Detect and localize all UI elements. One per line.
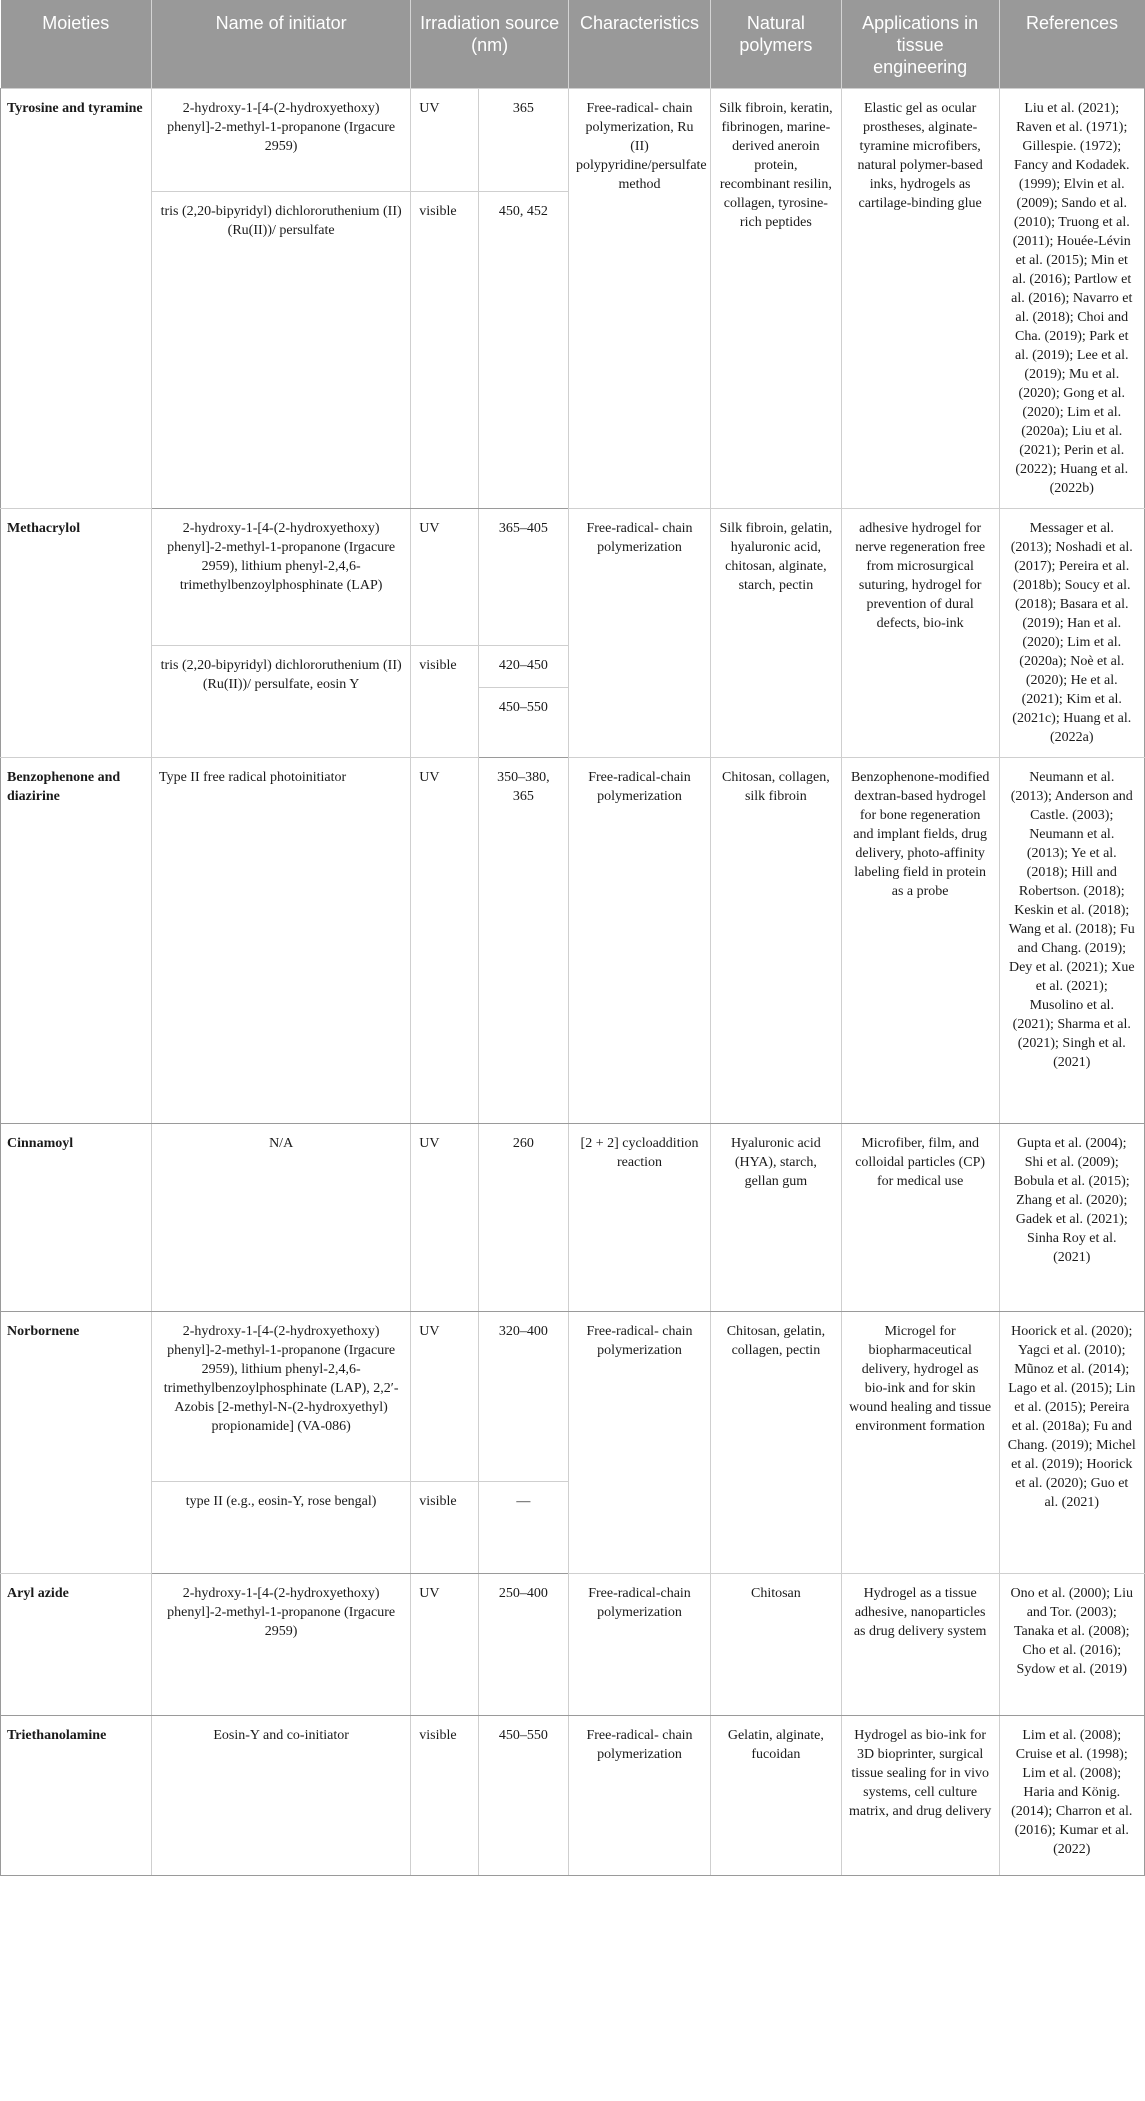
moiety-cell: Tyrosine and tyramine (1, 89, 152, 509)
applications-cell: Hydrogel as bio-ink for 3D bioprinter, surgical tissue sealing for in vivo systems, cell culture matrix, and drug delivery (841, 1716, 999, 1876)
references-cell: Messager et al. (2013); Noshadi et al. (2017); Pereira et al. (2018b); Soucy et al. (2018); Basara et al. (2019); Han et al. (2020); Lim et al. (2020a); Noè et al. (2020); He et al. (2021); Kim et al. (2021c); Huang et al. (2022a) (999, 509, 1144, 758)
references-cell: Gupta et al. (2004); Shi et al. (2009); Bobula et al. (2015); Zhang et al. (2020); Gadek et al. (2021); Sinha Roy et al. (2021) (999, 1124, 1144, 1312)
initiator-cell: Type II free radical photoinitiator (152, 758, 411, 1124)
applications-cell: Microgel for biopharmaceutical delivery, hydrogel as bio-ink and for skin wound healing and tissue environment formation (841, 1312, 999, 1574)
source-cell: visible (411, 1716, 479, 1876)
source-cell: UV (411, 89, 479, 192)
header-irradiation: Irradiation source (nm) (411, 0, 569, 89)
initiator-cell: Eosin-Y and co-initiator (152, 1716, 411, 1876)
table-row (1, 89, 1145, 192)
moiety-cell: Benzophenone and diazirine (1, 758, 152, 1124)
applications-cell: Elastic gel as ocular prostheses, alginate-tyramine microfibers, natural polymer-based inks, hydrogels as cartilage-binding glue (841, 89, 999, 509)
initiator-cell: 2-hydroxy-1-[4-(2-hydroxyethoxy) phenyl]-2-methyl-1-propanone (Irgacure 2959) (152, 89, 411, 192)
source-cell: visible (411, 191, 479, 508)
source-cell: UV (411, 1574, 479, 1716)
wavelength-cell: 350–380, 365 (478, 758, 568, 1124)
wavelength-cell: 250–400 (478, 1574, 568, 1716)
wavelength-cell: 450, 452 (478, 191, 568, 508)
polymers-cell: Hyaluronic acid (HYA), starch, gellan gum (711, 1124, 842, 1312)
initiator-cell: tris (2,20-bipyridyl) dichlororuthenium (II) (Ru(II))/ persulfate, eosin Y (152, 646, 411, 758)
characteristics-cell: Free-radical- chain polymerization, Ru (II) polypyridine/persulfate method (569, 89, 711, 509)
initiator-cell: tris (2,20-bipyridyl) dichlororuthenium (II) (Ru(II))/ persulfate (152, 191, 411, 508)
applications-cell: adhesive hydrogel for nerve regeneration free from microsurgical suturing, hydrogel for prevention of dural defects, bio-ink (841, 509, 999, 758)
moiety-cell: Cinnamoyl (1, 1124, 152, 1312)
characteristics-cell: Free-radical- chain polymerization (569, 1312, 711, 1574)
source-cell: visible (411, 1482, 479, 1574)
polymers-cell: Gelatin, alginate, fucoidan (711, 1716, 842, 1876)
polymers-cell: Chitosan, collagen, silk fibroin (711, 758, 842, 1124)
header-row (1, 0, 1145, 89)
header-characteristics: Characteristics (569, 0, 711, 89)
moiety-cell: Methacrylol (1, 509, 152, 758)
polymers-cell: Silk fibroin, keratin, fibrinogen, marine-derived aneroin protein, recombinant resilin, collagen, tyrosine-rich peptides (711, 89, 842, 509)
characteristics-cell: Free-radical- chain polymerization (569, 509, 711, 758)
source-cell: visible (411, 646, 479, 758)
wavelength-cell: 365 (478, 89, 568, 192)
wavelength-cell: 450–550 (478, 1716, 568, 1876)
references-cell: Ono et al. (2000); Liu and Tor. (2003); Tanaka et al. (2008); Cho et al. (2016); Sydow et al. (2019) (999, 1574, 1144, 1716)
applications-cell: Microfiber, film, and colloidal particles (CP) for medical use (841, 1124, 999, 1312)
initiator-cell: 2-hydroxy-1-[4-(2-hydroxyethoxy) phenyl]-2-methyl-1-propanone (Irgacure 2959), lithium phenyl-2,4,6-trimethylbenzoylphosphinate (LAP), 2,2′-Azobis [2-methyl-N-(2-hydroxyethyl) propionamide] (VA-086) (152, 1312, 411, 1482)
source-cell: UV (411, 509, 479, 646)
references-cell: Neumann et al. (2013); Anderson and Castle. (2003); Neumann et al. (2013); Ye et al. (2018); Hill and Robertson. (2018); Keskin et al. (2018); Wang et al. (2018); Fu and Chang. (2019); Dey et al. (2021); Xue et al. (2021); Musolino et al. (2021); Sharma et al. (2021); Singh et al. (2021) (999, 758, 1144, 1124)
initiator-cell: 2-hydroxy-1-[4-(2-hydroxyethoxy) phenyl]-2-methyl-1-propanone (Irgacure 2959), lithium phenyl-2,4,6-trimethylbenzoylphosphinate (LAP) (152, 509, 411, 646)
applications-cell: Benzophenone-modified dextran-based hydrogel for bone regeneration and implant fields, drug delivery, photo-affinity labeling field in protein as a probe (841, 758, 999, 1124)
table-row (1, 1312, 1145, 1482)
polymers-cell: Silk fibroin, gelatin, hyaluronic acid, chitosan, alginate, starch, pectin (711, 509, 842, 758)
references-cell: Lim et al. (2008); Cruise et al. (1998); Lim et al. (2008); Haria and König. (2014); Charron et al. (2016); Kumar et al. (2022) (999, 1716, 1144, 1876)
moiety-cell: Triethanolamine (1, 1716, 152, 1876)
polymers-cell: Chitosan (711, 1574, 842, 1716)
characteristics-cell: Free-radical-chain polymerization (569, 758, 711, 1124)
wavelength-cell: — (478, 1482, 568, 1574)
table-row (1, 758, 1145, 1124)
header-initiator: Name of initiator (152, 0, 411, 89)
characteristics-cell: Free-radical-chain polymerization (569, 1574, 711, 1716)
wavelength-cell: 365–405 (478, 509, 568, 646)
initiator-cell: N/A (152, 1124, 411, 1312)
source-cell: UV (411, 1312, 479, 1482)
wavelength-cell: 420–450 (478, 646, 568, 688)
header-moieties: Moieties (1, 0, 152, 89)
applications-cell: Hydrogel as a tissue adhesive, nanoparticles as drug delivery system (841, 1574, 999, 1716)
moiety-cell: Aryl azide (1, 1574, 152, 1716)
header-polymers: Natural polymers (711, 0, 842, 89)
polymers-cell: Chitosan, gelatin, collagen, pectin (711, 1312, 842, 1574)
header-references: References (999, 0, 1144, 89)
source-cell: UV (411, 758, 479, 1124)
wavelength-cell: 320–400 (478, 1312, 568, 1482)
table-row (1, 1574, 1145, 1716)
moiety-cell: Norbornene (1, 1312, 152, 1574)
source-cell: UV (411, 1124, 479, 1312)
table-row (1, 509, 1145, 646)
wavelength-cell: 450–550 (478, 688, 568, 758)
references-cell: Hoorick et al. (2020); Yagci et al. (2010); Mũnoz et al. (2014); Lago et al. (2015); Lin et al. (2015); Pereira et al. (2018a); Fu and Chang. (2019); Michel et al. (2019); Hoorick et al. (2020); Guo et al. (2021) (999, 1312, 1144, 1574)
characteristics-cell: [2 + 2] cycloaddition reaction (569, 1124, 711, 1312)
wavelength-cell: 260 (478, 1124, 568, 1312)
characteristics-cell: Free-radical- chain polymerization (569, 1716, 711, 1876)
initiator-cell: type II (e.g., eosin-Y, rose bengal) (152, 1482, 411, 1574)
references-cell: Liu et al. (2021); Raven et al. (1971); Gillespie. (1972); Fancy and Kodadek. (1999); Elvin et al. (2009); Sando et al. (2010); Truong et al. (2011); Houée-Lévin et al. (2015); Min et al. (2016); Partlow et al. (2016); Navarro et al. (2018); Choi and Cha. (2019); Park et al. (2019); Lee et al. (2019); Mu et al. (2020); Gong et al. (2020); Lim et al. (2020a); Liu et al. (2021); Perin et al. (2022); Huang et al. (2022b) (999, 89, 1144, 509)
header-applications: Applications in tissue engineering (841, 0, 999, 89)
table-row (1, 1716, 1145, 1876)
table-row (1, 1124, 1145, 1312)
initiator-cell: 2-hydroxy-1-[4-(2-hydroxyethoxy) phenyl]-2-methyl-1-propanone (Irgacure 2959) (152, 1574, 411, 1716)
